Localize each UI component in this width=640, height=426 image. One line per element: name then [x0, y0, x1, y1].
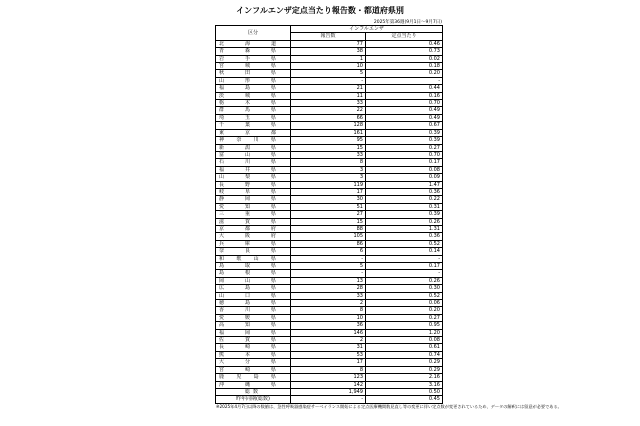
count-header: 報告数 — [291, 33, 366, 40]
per-sentinel-cell: 0.39 — [366, 137, 443, 144]
table-row — [216, 225, 443, 232]
per-sentinel-cell: 0.29 — [366, 366, 443, 373]
per-sentinel-cell: 0.08 — [366, 166, 443, 173]
count-cell: 15 — [291, 218, 366, 225]
total-label: 総数 — [216, 388, 291, 395]
table-row — [216, 366, 443, 373]
table-row — [216, 40, 443, 47]
per-sentinel-cell: 0.17 — [366, 263, 443, 270]
per-sentinel-cell: 0.27 — [366, 314, 443, 321]
per-sentinel-cell: 1.31 — [366, 225, 443, 232]
table-row — [216, 314, 443, 321]
total-count: 1,949 — [291, 388, 366, 395]
count-cell: 5 — [291, 263, 366, 270]
table-row — [216, 196, 443, 203]
prefecture-cell: 福井県 — [216, 166, 291, 173]
count-cell: 1 — [291, 55, 366, 62]
prefecture-cell: 福岡県 — [216, 329, 291, 336]
count-cell: - — [291, 255, 366, 262]
table-row — [216, 292, 443, 299]
document-title: インフルエンザ定点当たり報告数・都道府県別 — [236, 6, 404, 15]
table-row — [216, 188, 443, 195]
count-cell: 53 — [291, 351, 366, 358]
table-row — [216, 211, 443, 218]
prefecture-cell: 大分県 — [216, 359, 291, 366]
region-header: 区分 — [216, 26, 291, 41]
table-row — [216, 307, 443, 314]
count-cell: 66 — [291, 114, 366, 121]
per-sentinel-cell: 0.95 — [366, 322, 443, 329]
per-sentinel-cell: - — [366, 77, 443, 84]
count-cell: 33 — [291, 292, 366, 299]
prefecture-cell: 高知県 — [216, 322, 291, 329]
count-cell: 33 — [291, 100, 366, 107]
count-cell: 119 — [291, 181, 366, 188]
prev-year-count: - — [291, 396, 366, 403]
count-cell: 31 — [291, 344, 366, 351]
prefecture-cell: 山梨県 — [216, 174, 291, 181]
prefecture-cell: 徳島県 — [216, 300, 291, 307]
per-sentinel-cell: 0.49 — [366, 107, 443, 114]
prefecture-cell: 岡山県 — [216, 277, 291, 284]
table-row — [216, 270, 443, 277]
per-sentinel-cell: 0.14 — [366, 248, 443, 255]
per-sentinel-cell: 0.36 — [366, 233, 443, 240]
table-row — [216, 248, 443, 255]
per-sentinel-cell: 0.18 — [366, 63, 443, 70]
per-sentinel-cell: 0.29 — [366, 359, 443, 366]
table-row — [216, 181, 443, 188]
table-row — [216, 55, 443, 62]
per-sentinel-cell: 0.44 — [366, 85, 443, 92]
table-row — [216, 255, 443, 262]
per-sentinel-cell: 0.26 — [366, 277, 443, 284]
per-sentinel-cell: - — [366, 270, 443, 277]
prefecture-cell: 青森県 — [216, 48, 291, 55]
count-cell: 22 — [291, 107, 366, 114]
prefecture-cell: 佐賀県 — [216, 337, 291, 344]
count-cell: 3 — [291, 174, 366, 181]
per-sentinel-cell: 0.08 — [366, 337, 443, 344]
report-period: 2025年第36週(9月1日～9月7日) — [373, 20, 442, 25]
table-row — [216, 300, 443, 307]
count-cell: 3 — [291, 166, 366, 173]
prefecture-cell: 愛知県 — [216, 203, 291, 210]
count-cell: 86 — [291, 240, 366, 247]
count-cell: 2 — [291, 300, 366, 307]
per-sentinel-cell: 0.73 — [366, 48, 443, 55]
count-cell: 142 — [291, 381, 366, 388]
table-header-row-1 — [216, 26, 443, 33]
table-row — [216, 70, 443, 77]
table-row — [216, 48, 443, 55]
table-row — [216, 337, 443, 344]
prefecture-cell: 山口県 — [216, 292, 291, 299]
prefecture-cell: 兵庫県 — [216, 240, 291, 247]
table-body — [216, 40, 443, 388]
table-row — [216, 122, 443, 129]
table-row — [216, 137, 443, 144]
count-cell: 27 — [291, 211, 366, 218]
table-row — [216, 359, 443, 366]
prefecture-cell: 島根県 — [216, 270, 291, 277]
table-row — [216, 240, 443, 247]
prefecture-cell: 長野県 — [216, 181, 291, 188]
prefecture-cell: 岩手県 — [216, 55, 291, 62]
prefecture-cell: 鳥取県 — [216, 263, 291, 270]
per-sentinel-cell: 0.49 — [366, 114, 443, 121]
per-sentinel-cell: 0.20 — [366, 307, 443, 314]
prefecture-cell: 大阪府 — [216, 233, 291, 240]
prefecture-cell: 新潟県 — [216, 144, 291, 151]
per-sentinel-cell: 0.26 — [366, 218, 443, 225]
table-row — [216, 114, 443, 121]
prefecture-cell: 岐阜県 — [216, 188, 291, 195]
count-cell: 28 — [291, 285, 366, 292]
count-cell: 21 — [291, 85, 366, 92]
prefecture-cell: 三重県 — [216, 211, 291, 218]
table-row — [216, 374, 443, 381]
prefecture-cell: 奈良県 — [216, 248, 291, 255]
prefecture-cell: 東京都 — [216, 129, 291, 136]
table-row — [216, 344, 443, 351]
count-cell: 146 — [291, 329, 366, 336]
per-sentinel-cell: 0.22 — [366, 196, 443, 203]
per-sentinel-cell: 0.31 — [366, 203, 443, 210]
per-sentinel-cell: 0.20 — [366, 70, 443, 77]
count-cell: 2 — [291, 337, 366, 344]
count-cell: 13 — [291, 277, 366, 284]
count-cell: 33 — [291, 151, 366, 158]
prefecture-cell: 静岡県 — [216, 196, 291, 203]
per-sentinel-cell: 0.17 — [366, 159, 443, 166]
prefecture-cell: 沖縄県 — [216, 381, 291, 388]
count-cell: 88 — [291, 225, 366, 232]
per-sentinel-cell: 0.09 — [366, 174, 443, 181]
per-sentinel-cell: 0.27 — [366, 144, 443, 151]
prefecture-cell: 栃木県 — [216, 100, 291, 107]
count-cell: 123 — [291, 374, 366, 381]
prefecture-cell: 宮城県 — [216, 63, 291, 70]
count-cell: 8 — [291, 307, 366, 314]
prefecture-cell: 北海道 — [216, 40, 291, 47]
per-sentinel-cell: 1.47 — [366, 181, 443, 188]
prefecture-cell: 鹿児島県 — [216, 374, 291, 381]
prefecture-cell: 滋賀県 — [216, 218, 291, 225]
table-row — [216, 263, 443, 270]
prefecture-cell: 宮崎県 — [216, 366, 291, 373]
count-cell: 30 — [291, 196, 366, 203]
table-row — [216, 203, 443, 210]
per-sentinel-cell: 0.30 — [366, 285, 443, 292]
per-sentinel-cell: 0.74 — [366, 351, 443, 358]
table-row — [216, 233, 443, 240]
prev-year-row — [216, 396, 443, 403]
count-cell: 128 — [291, 122, 366, 129]
disease-header: インフルエンザ — [291, 26, 443, 33]
table-row — [216, 322, 443, 329]
total-per: 0.50 — [366, 388, 443, 395]
count-cell: 36 — [291, 322, 366, 329]
per-sentinel-cell: 0.39 — [366, 211, 443, 218]
prefecture-cell: 熊本県 — [216, 351, 291, 358]
prefecture-cell: 長崎県 — [216, 344, 291, 351]
count-cell: 10 — [291, 314, 366, 321]
per-sentinel-cell: 0.36 — [366, 188, 443, 195]
prev-year-per: 0.45 — [366, 396, 443, 403]
per-sentinel-cell: 3.16 — [366, 381, 443, 388]
table-row — [216, 329, 443, 336]
per-sentinel-cell: 0.39 — [366, 129, 443, 136]
table-row — [216, 151, 443, 158]
table-row — [216, 166, 443, 173]
table-row — [216, 63, 443, 70]
table-row — [216, 285, 443, 292]
prefecture-cell: 埼玉県 — [216, 114, 291, 121]
table-row — [216, 381, 443, 388]
count-cell: 15 — [291, 144, 366, 151]
table-row — [216, 144, 443, 151]
table-row — [216, 100, 443, 107]
count-cell: 161 — [291, 129, 366, 136]
table-row — [216, 107, 443, 114]
per-sentinel-cell: 2.16 — [366, 374, 443, 381]
count-cell: - — [291, 270, 366, 277]
count-cell: 17 — [291, 188, 366, 195]
count-cell: 8 — [291, 366, 366, 373]
prefecture-cell: 神奈川県 — [216, 137, 291, 144]
per-sentinel-cell: - — [366, 255, 443, 262]
table-row — [216, 277, 443, 284]
prefecture-cell: 山形県 — [216, 77, 291, 84]
prefecture-cell: 広島県 — [216, 285, 291, 292]
per-sentinel-cell: 0.52 — [366, 240, 443, 247]
count-cell: 77 — [291, 40, 366, 47]
prefecture-cell: 和歌山県 — [216, 255, 291, 262]
footnote: ※2025年4月7日以降の数値は、急性呼吸器感染症サーベイランス開始による定点医療機関数見直し等の変更に伴い定点数が変更されているため、データの解釈には留意が必要である。 — [216, 404, 562, 409]
per-sentinel-cell: 0.52 — [366, 292, 443, 299]
prefecture-cell: 富山県 — [216, 151, 291, 158]
per-sentinel-cell: 0.02 — [366, 55, 443, 62]
table-row — [216, 92, 443, 99]
count-cell: 5 — [291, 70, 366, 77]
influenza-table — [215, 25, 443, 404]
table-row — [216, 129, 443, 136]
table-row — [216, 174, 443, 181]
per-sentinel-cell: 1.20 — [366, 329, 443, 336]
count-cell: 51 — [291, 203, 366, 210]
prev-year-label: 昨年同期(総数) — [216, 396, 291, 403]
prefecture-cell: 愛媛県 — [216, 314, 291, 321]
per-sentinel-cell: 0.70 — [366, 151, 443, 158]
per-sentinel-cell: 0.46 — [366, 40, 443, 47]
total-row — [216, 388, 443, 395]
prefecture-cell: 香川県 — [216, 307, 291, 314]
prefecture-cell: 茨城県 — [216, 92, 291, 99]
count-cell: - — [291, 77, 366, 84]
count-cell: 95 — [291, 137, 366, 144]
prefecture-cell: 京都府 — [216, 225, 291, 232]
prefecture-cell: 秋田県 — [216, 70, 291, 77]
count-cell: 38 — [291, 48, 366, 55]
table-row — [216, 77, 443, 84]
per-sentinel-cell: 0.70 — [366, 100, 443, 107]
count-cell: 17 — [291, 359, 366, 366]
prefecture-cell: 千葉県 — [216, 122, 291, 129]
per-sentinel-cell: 0.06 — [366, 300, 443, 307]
per-sentinel-cell: 0.16 — [366, 92, 443, 99]
prefecture-cell: 群馬県 — [216, 107, 291, 114]
count-cell: 8 — [291, 159, 366, 166]
prefecture-cell: 石川県 — [216, 159, 291, 166]
table-row — [216, 218, 443, 225]
count-cell: 11 — [291, 92, 366, 99]
prefecture-cell: 福島県 — [216, 85, 291, 92]
table-row — [216, 85, 443, 92]
per-sentinel-header: 定点当たり — [366, 33, 443, 40]
table-row — [216, 159, 443, 166]
count-cell: 10 — [291, 63, 366, 70]
count-cell: 105 — [291, 233, 366, 240]
per-sentinel-cell: 0.61 — [366, 344, 443, 351]
count-cell: 6 — [291, 248, 366, 255]
per-sentinel-cell: 0.67 — [366, 122, 443, 129]
table-row — [216, 351, 443, 358]
